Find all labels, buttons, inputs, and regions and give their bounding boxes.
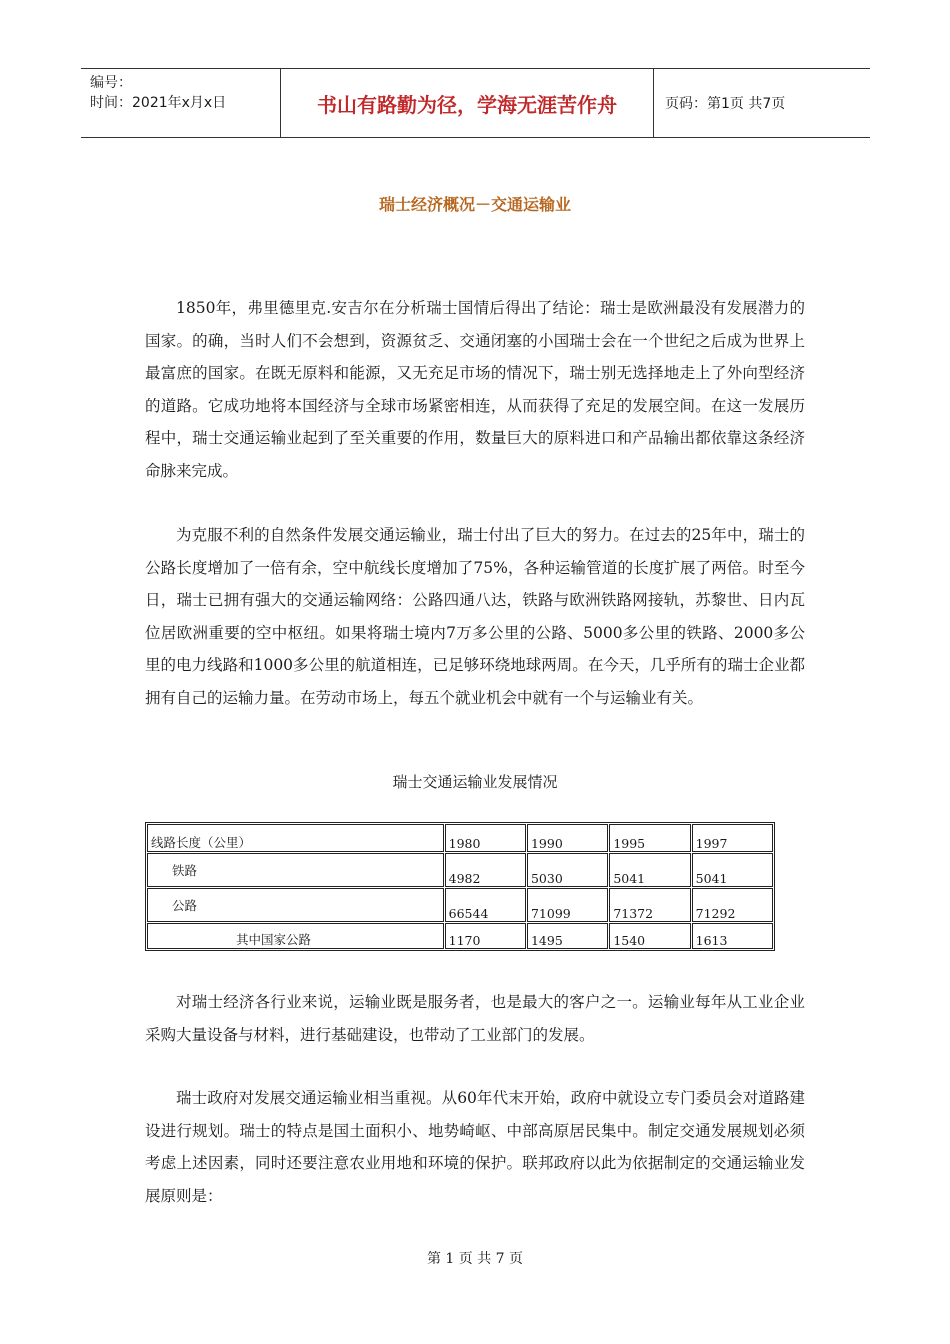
table-cell: 71372 bbox=[609, 888, 690, 922]
table-cell: 71099 bbox=[527, 888, 608, 922]
table-cell: 其中国家公路 bbox=[147, 923, 444, 949]
table-cell: 5030 bbox=[527, 853, 608, 887]
table-caption: 瑞士交通运输业发展情况 bbox=[392, 773, 558, 791]
table-cell: 1495 bbox=[527, 923, 608, 949]
paragraph: 瑞士政府对发展交通运输业相当重视。从60年代末开始，政府中就设立专门委员会对道路建设进行规划。瑞士的特点是国土面积小、地势崎岖、中部高原居民集中。制定交通发展规划必须考虑上述因素，同时还要注意农业用地和环境的保护。联邦政府以此为依据制定的交通运输业发展原则是： bbox=[145, 1089, 805, 1205]
document-header bbox=[81, 68, 870, 138]
table-cell: 1540 bbox=[609, 923, 690, 949]
table-header-cell: 1997 bbox=[692, 824, 773, 852]
table-header-cell: 1990 bbox=[527, 824, 608, 852]
table-row bbox=[147, 853, 773, 887]
table-row bbox=[147, 923, 773, 949]
table-cell: 铁路 bbox=[147, 853, 444, 887]
header-motto: 书山有路勤为径，学海无涯苦作舟 bbox=[281, 69, 654, 137]
table-cell: 5041 bbox=[692, 853, 773, 887]
header-page-info: 页码：第1页 共7页 bbox=[665, 96, 786, 112]
table-cell: 1170 bbox=[445, 923, 526, 949]
table-cell: 5041 bbox=[609, 853, 690, 887]
table-cell: 4982 bbox=[445, 853, 526, 887]
table-header-cell: 1980 bbox=[445, 824, 526, 852]
table-cell: 71292 bbox=[692, 888, 773, 922]
number-label: 编号： bbox=[90, 75, 132, 91]
page-title: 瑞士经济概况－交通运输业 bbox=[378, 195, 571, 214]
table-header-cell: 线路长度（公里） bbox=[147, 824, 444, 852]
table-cell: 66544 bbox=[445, 888, 526, 922]
table-row bbox=[147, 888, 773, 922]
paragraph: 为克服不利的自然条件发展交通运输业，瑞士付出了巨大的努力。在过去的25年中，瑞士的公路长度增加了一倍有余，空中航线长度增加了75%，各种运输管道的长度扩展了两倍。时至今日，瑞士已拥有强大的交通运输网络：公路四通八达，铁路与欧洲铁路网接轨，苏黎世、日内瓦位居欧洲重要的空中枢纽。如果将瑞士境内7万多公里的公路、5000多公里的铁路、2000多公里的电力线路和1000多公里的航道相连，已足够环绕地球两周。在今天，几乎所有的瑞士企业都拥有自己的运输力量。在劳动市场上，每五个就业机会中就有一个与运输业有关。 bbox=[145, 526, 805, 707]
paragraph: 对瑞士经济各行业来说，运输业既是服务者，也是最大的客户之一。运输业每年从工业企业采购大量设备与材料，进行基础建设，也带动了工业部门的发展。 bbox=[145, 993, 805, 1044]
table-cell: 1613 bbox=[692, 923, 773, 949]
table-header-cell: 1995 bbox=[609, 824, 690, 852]
table-header-row bbox=[147, 824, 773, 852]
header-meta bbox=[81, 69, 281, 137]
table-cell: 公路 bbox=[147, 888, 444, 922]
paragraph: 1850年，弗里德里克.安吉尔在分析瑞士国情后得出了结论：瑞士是欧洲最没有发展潜力的国家。的确，当时人们不会想到，资源贫乏、交通闭塞的小国瑞士会在一个世纪之后成为世界上最富庶的国家。在既无原料和能源，又无充足市场的情况下，瑞士别无选择地走上了外向型经济的道路。它成功地将本国经济与全球市场紧密相连，从而获得了充足的发展空间。在这一发展历程中，瑞士交通运输业起到了至关重要的作用，数量巨大的原料进口和产品输出都依靠这条经济命脉来完成。 bbox=[145, 299, 805, 480]
time-label: 时间：2021年x月x日 bbox=[90, 95, 227, 111]
page-footer: 第 1 页 共 7 页 bbox=[426, 1251, 524, 1267]
transport-table bbox=[145, 822, 775, 951]
